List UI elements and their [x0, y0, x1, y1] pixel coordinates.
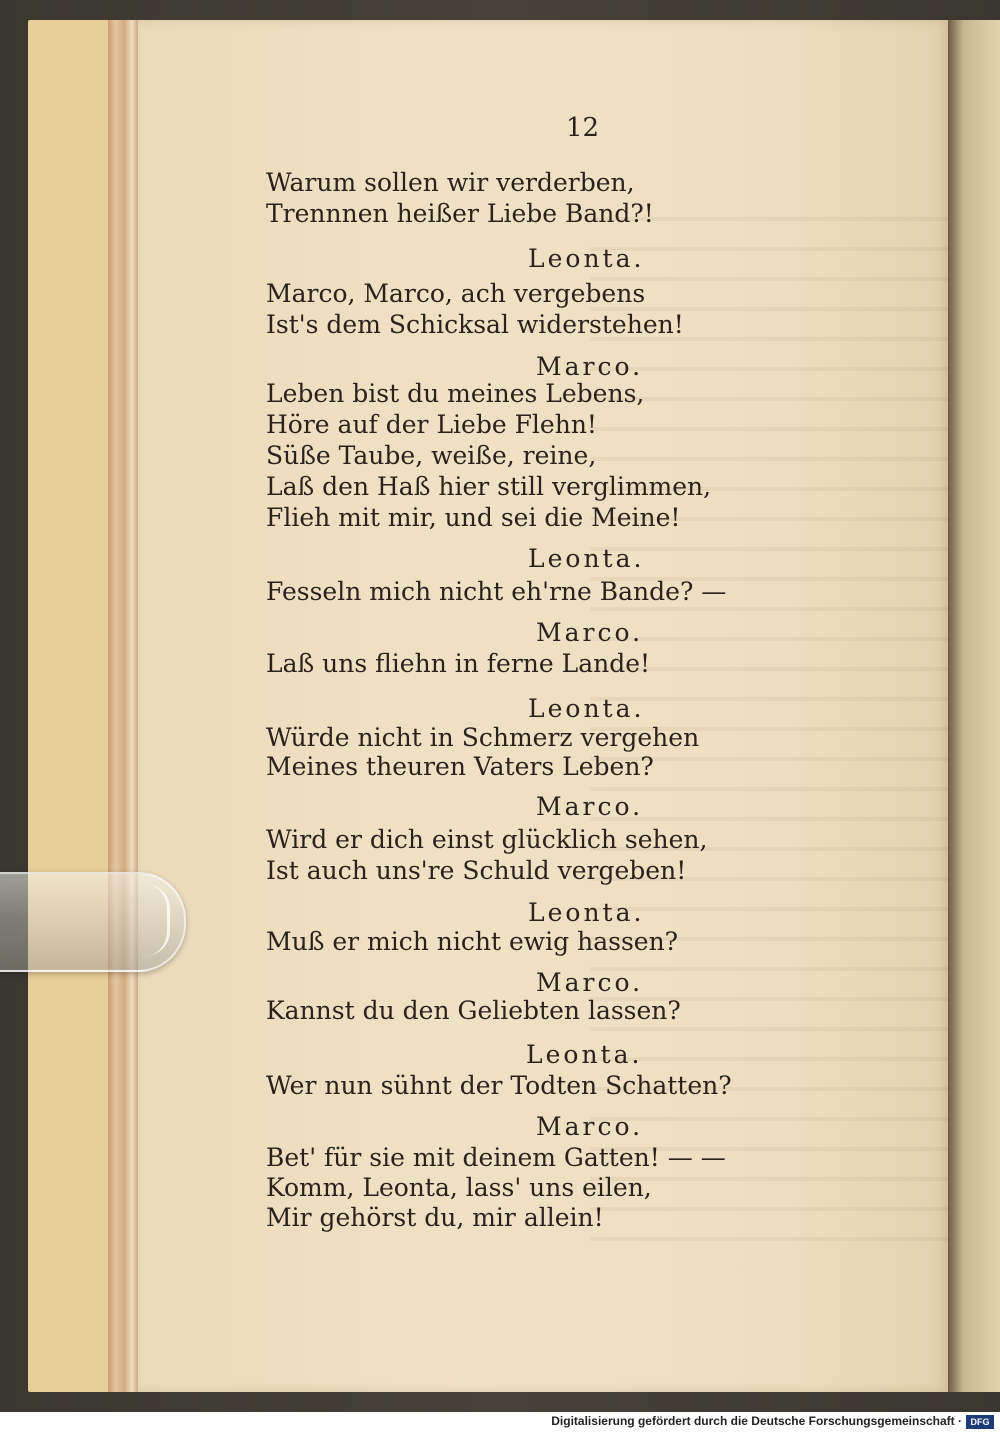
verse-line: Höre auf der Liebe Flehn!: [266, 410, 597, 439]
verse-line: Süße Taube, weiße, reine,: [266, 441, 597, 470]
funding-credit: Digitalisierung gefördert durch die Deutsche Forschungsgemeinschaft ·: [551, 1414, 962, 1428]
speaker-name: Marco.: [536, 1112, 644, 1141]
verse-line: Würde nicht in Schmerz vergehen: [266, 723, 700, 752]
verse-line: Trennnen heißer Liebe Band?!: [266, 199, 654, 228]
verse-line: Wer nun sühnt der Todten Schatten?: [266, 1071, 732, 1100]
verse-line: Flieh mit mir, und sei die Meine!: [266, 503, 681, 532]
speaker-name: Leonta.: [526, 1040, 643, 1069]
digitization-footer: [0, 1412, 1000, 1433]
verse-line: Warum sollen wir verderben,: [266, 168, 635, 197]
speaker-name: Marco.: [536, 618, 644, 647]
speaker-name: Leonta.: [528, 244, 645, 273]
dfg-logo-icon: DFG: [966, 1415, 994, 1429]
speaker-name: Leonta.: [528, 694, 645, 723]
verse-line: Marco, Marco, ach vergebens: [266, 279, 646, 308]
speaker-name: Leonta.: [528, 898, 645, 927]
verse-line: Kannst du den Geliebten lassen?: [266, 996, 681, 1025]
speaker-name: Leonta.: [528, 544, 645, 573]
speaker-name: Marco.: [536, 968, 644, 997]
speaker-name: Marco.: [536, 352, 644, 381]
page-holder-clip: [0, 872, 186, 972]
verse-line: Bet' für sie mit deinem Gatten! — —: [266, 1143, 726, 1172]
verse-line: Laß uns fliehn in ferne Lande!: [266, 649, 651, 678]
verse-line: Ist's dem Schicksal widerstehen!: [266, 310, 684, 339]
verse-line: Muß er mich nicht ewig hassen?: [266, 927, 679, 956]
verse-line: Leben bist du meines Lebens,: [266, 379, 645, 408]
verse-line: Mir gehörst du, mir allein!: [266, 1203, 604, 1232]
verse-line: Fesseln mich nicht eh'rne Bande? —: [266, 577, 727, 606]
page-number: 12: [566, 113, 600, 143]
verse-line: Meines theuren Vaters Leben?: [266, 752, 654, 781]
speaker-name: Marco.: [536, 792, 644, 821]
verse-line: Ist auch uns're Schuld vergeben!: [266, 856, 687, 885]
verse-line: Wird er dich einst glücklich sehen,: [266, 825, 708, 854]
verse-line: Komm, Leonta, lass' uns eilen,: [266, 1173, 652, 1202]
verse-line: Laß den Haß hier still verglimmen,: [266, 472, 712, 501]
